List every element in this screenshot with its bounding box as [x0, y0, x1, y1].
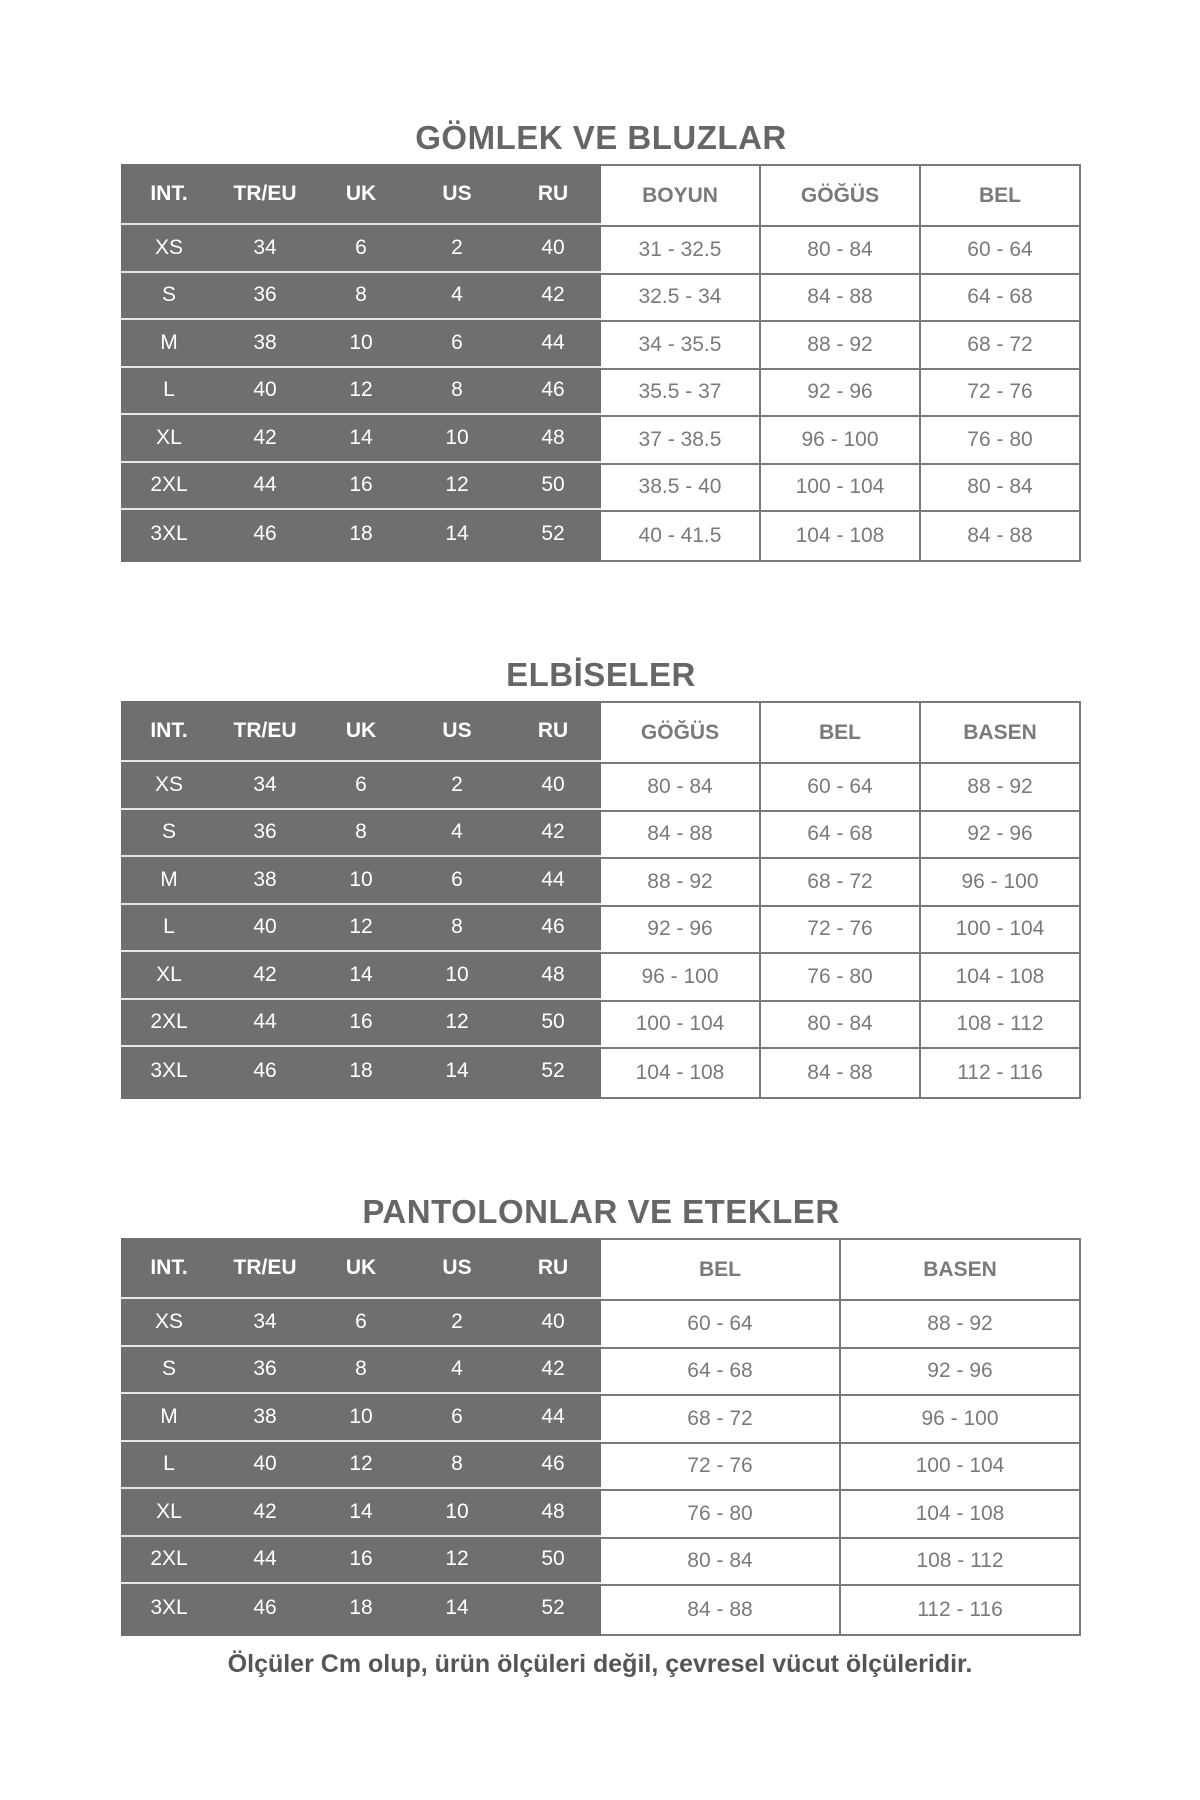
size-cell: 12 [445, 473, 469, 497]
size-cell: 2 [451, 235, 463, 259]
section-title: ELBİSELER [506, 656, 696, 693]
measurement-cell: 80 - 84 [761, 227, 921, 273]
size-cell: 36 [253, 283, 277, 307]
table-row [121, 905, 601, 953]
size-cell: 8 [355, 283, 367, 307]
table-row [601, 1586, 1079, 1634]
size-cell: 40 [541, 235, 565, 259]
measurement-cell: 32.5 - 34 [601, 275, 761, 321]
size-cell: 18 [349, 1595, 373, 1619]
size-cell: 46 [253, 1058, 277, 1082]
table-row [601, 954, 1079, 1002]
size-cell: 44 [253, 1547, 277, 1571]
measurement-cell: 76 - 80 [601, 1491, 841, 1537]
measurement-cell: 92 - 96 [761, 370, 921, 416]
table-row [601, 322, 1079, 370]
size-cell: 14 [445, 1595, 469, 1619]
header-row [121, 164, 601, 225]
header-row [121, 1238, 601, 1299]
measurement-cell: 88 - 92 [927, 1311, 993, 1335]
size-cell: 38 [253, 867, 277, 891]
size-cell: 48 [541, 425, 565, 449]
measurement-cell: 84 - 88 [967, 523, 1033, 547]
measurement-cell: 35.5 - 37 [601, 370, 761, 416]
column-header: RU [537, 718, 569, 742]
size-cell: 52 [541, 521, 565, 545]
size-cell: XL [156, 425, 182, 449]
column-header: INT. [150, 718, 188, 742]
table-row [601, 907, 1079, 955]
size-cell: 14 [445, 521, 469, 545]
table-row [601, 1396, 1079, 1444]
size-cell: 14 [349, 1499, 373, 1523]
column-header: US [442, 181, 472, 205]
trousers-skirts-section [121, 1194, 1081, 1636]
column-header: BASEN [963, 720, 1037, 744]
measurement-cell: 72 - 76 [601, 1444, 841, 1490]
column-header: GÖĞÜS [761, 166, 921, 225]
size-cell: XS [154, 772, 183, 796]
size-cell: 50 [541, 1010, 565, 1034]
table-row [601, 1002, 1079, 1050]
size-cell: S [161, 820, 176, 844]
measurement-cell: 104 - 108 [915, 1501, 1005, 1525]
table-row [121, 1000, 601, 1048]
table-row [121, 762, 601, 810]
column-header: BASEN [923, 1257, 997, 1281]
measurement-cell: 100 - 104 [955, 917, 1045, 941]
size-cell: 2 [451, 1309, 463, 1333]
size-cell: M [160, 1404, 178, 1428]
measurement-cell: 100 - 104 [915, 1454, 1005, 1478]
shirts-blouses-section [121, 120, 1081, 562]
table-row [121, 1047, 601, 1095]
size-cell: 6 [355, 772, 367, 796]
measurement-cell: 96 - 100 [961, 869, 1039, 893]
size-cell: 40 [541, 772, 565, 796]
measurement-cell: 80 - 84 [601, 1539, 841, 1585]
column-header: UK [345, 181, 377, 205]
measurement-cell: 68 - 72 [967, 332, 1033, 356]
size-cell: 10 [349, 1404, 373, 1428]
table-row [121, 1299, 601, 1347]
size-table [121, 164, 1081, 562]
column-header: BEL [761, 703, 921, 762]
table-row [601, 812, 1079, 860]
measurement-cell: 100 - 104 [761, 465, 921, 511]
size-cell: 34 [253, 235, 277, 259]
column-header: TR/EU [233, 1255, 297, 1279]
size-cell: 46 [253, 521, 277, 545]
column-header: BEL [601, 1240, 841, 1299]
table-row [601, 1491, 1079, 1539]
measurement-cell: 104 - 108 [761, 512, 921, 560]
measurement-cell: 38.5 - 40 [601, 465, 761, 511]
table-row [121, 1347, 601, 1395]
table-row [601, 512, 1079, 560]
table-row [121, 320, 601, 368]
column-header: US [442, 1255, 472, 1279]
size-cell: 18 [349, 1058, 373, 1082]
size-cell: 6 [355, 1309, 367, 1333]
size-cell: 8 [451, 1452, 463, 1476]
table-row [601, 227, 1079, 275]
size-cell: 42 [253, 1499, 277, 1523]
header-row [601, 1240, 1079, 1301]
size-cell: L [163, 1452, 175, 1476]
measurement-cell: 84 - 88 [761, 275, 921, 321]
measurement-cell: 76 - 80 [967, 427, 1033, 451]
measurement-cell: 37 - 38.5 [601, 417, 761, 463]
measurement-cell: 31 - 32.5 [601, 227, 761, 273]
body-measurement-columns [601, 1238, 1081, 1636]
size-cell: 44 [541, 1404, 565, 1428]
body-measurement-columns [601, 701, 1081, 1099]
footer-note: Ölçüler Cm olup, ürün ölçüleri değil, çevresel vücut ölçüleridir. [227, 1650, 973, 1678]
table-row [601, 764, 1079, 812]
table-row [121, 1537, 601, 1585]
table-row [121, 952, 601, 1000]
measurement-cell: 40 - 41.5 [601, 512, 761, 560]
size-cell: 16 [349, 1010, 373, 1034]
measurement-cell: 68 - 72 [761, 859, 921, 905]
size-table [121, 701, 1081, 1099]
body-measurement-columns [601, 164, 1081, 562]
size-cell: 34 [253, 1309, 277, 1333]
size-cell: 16 [349, 1547, 373, 1571]
size-cell: 36 [253, 1357, 277, 1381]
size-cell: 10 [445, 1499, 469, 1523]
size-cell: 44 [541, 330, 565, 354]
column-header: GÖĞÜS [601, 703, 761, 762]
table-row [601, 1539, 1079, 1587]
size-cell: 4 [451, 820, 463, 844]
size-cell: 8 [451, 378, 463, 402]
size-cell: 8 [451, 915, 463, 939]
measurement-cell: 100 - 104 [601, 1002, 761, 1048]
size-cell: 3XL [150, 521, 188, 545]
section-title: PANTOLONLAR VE ETEKLER [362, 1193, 840, 1230]
size-cell: 8 [355, 1357, 367, 1381]
size-cell: 10 [445, 962, 469, 986]
measurement-cell: 84 - 88 [601, 1586, 841, 1634]
measurement-cell: 104 - 108 [601, 1049, 761, 1097]
size-cell: 3XL [150, 1595, 188, 1619]
size-conversion-columns [121, 1238, 601, 1636]
measurement-cell: 64 - 68 [761, 812, 921, 858]
table-row [601, 1444, 1079, 1492]
table-row [121, 1584, 601, 1632]
table-row [601, 465, 1079, 513]
size-cell: 40 [253, 1452, 277, 1476]
size-cell: 52 [541, 1595, 565, 1619]
table-row [121, 225, 601, 273]
column-header: BOYUN [601, 166, 761, 225]
column-header: UK [345, 718, 377, 742]
size-cell: 44 [253, 1010, 277, 1034]
table-row [121, 510, 601, 558]
measurement-cell: 92 - 96 [601, 907, 761, 953]
size-cell: 12 [445, 1547, 469, 1571]
measurement-cell: 112 - 116 [957, 1060, 1043, 1084]
table-row [601, 275, 1079, 323]
measurement-cell: 68 - 72 [601, 1396, 841, 1442]
measurement-cell: 112 - 116 [917, 1597, 1003, 1621]
measurement-cell: 80 - 84 [601, 764, 761, 810]
measurement-cell: 104 - 108 [955, 964, 1045, 988]
column-header: RU [537, 181, 569, 205]
size-cell: 8 [355, 820, 367, 844]
table-row [601, 1349, 1079, 1397]
measurement-cell: 34 - 35.5 [601, 322, 761, 368]
size-cell: 6 [451, 330, 463, 354]
measurement-cell: 84 - 88 [761, 1049, 921, 1097]
measurement-cell: 88 - 92 [761, 322, 921, 368]
table-row [121, 1394, 601, 1442]
size-cell: 46 [541, 1452, 565, 1476]
size-cell: 14 [445, 1058, 469, 1082]
table-row [601, 1049, 1079, 1097]
size-cell: 36 [253, 820, 277, 844]
size-table [121, 1238, 1081, 1636]
size-cell: 2 [451, 772, 463, 796]
table-row [601, 370, 1079, 418]
size-cell: M [160, 330, 178, 354]
size-cell: 40 [541, 1309, 565, 1333]
size-cell: S [161, 1357, 176, 1381]
table-row [121, 463, 601, 511]
table-row [601, 417, 1079, 465]
measurement-cell: 108 - 112 [916, 1549, 1004, 1573]
measurement-cell: 80 - 84 [761, 1002, 921, 1048]
size-conversion-columns [121, 164, 601, 562]
table-row [121, 857, 601, 905]
measurement-cell: 72 - 76 [761, 907, 921, 953]
size-cell: 12 [349, 915, 373, 939]
header-row [601, 166, 1079, 227]
size-cell: 18 [349, 521, 373, 545]
size-cell: 2XL [150, 1547, 188, 1571]
size-cell: S [161, 283, 176, 307]
size-cell: 48 [541, 962, 565, 986]
measurement-cell: 108 - 112 [956, 1012, 1044, 1036]
size-cell: XS [154, 1309, 183, 1333]
size-cell: 10 [349, 330, 373, 354]
size-cell: 46 [253, 1595, 277, 1619]
size-cell: L [163, 915, 175, 939]
measurement-cell: 88 - 92 [967, 774, 1033, 798]
size-cell: 50 [541, 473, 565, 497]
size-cell: 40 [253, 378, 277, 402]
size-cell: 10 [349, 867, 373, 891]
size-cell: 2XL [150, 473, 188, 497]
size-cell: 48 [541, 1499, 565, 1523]
size-cell: 42 [541, 820, 565, 844]
column-header: TR/EU [233, 181, 297, 205]
size-cell: 12 [349, 378, 373, 402]
size-cell: 44 [253, 473, 277, 497]
measurement-cell: 96 - 100 [921, 1406, 999, 1430]
column-header: BEL [979, 183, 1021, 207]
size-cell: 12 [445, 1010, 469, 1034]
measurement-cell: 60 - 64 [601, 1301, 841, 1347]
size-cell: 40 [253, 915, 277, 939]
size-cell: 38 [253, 330, 277, 354]
size-cell: 14 [349, 962, 373, 986]
size-cell: 12 [349, 1452, 373, 1476]
measurement-cell: 96 - 100 [761, 417, 921, 463]
size-cell: L [163, 378, 175, 402]
dresses-section [121, 657, 1081, 1099]
column-header: TR/EU [233, 718, 297, 742]
measurement-cell: 96 - 100 [601, 954, 761, 1000]
measurement-cell: 72 - 76 [967, 380, 1033, 404]
table-row [601, 1301, 1079, 1349]
header-row [121, 701, 601, 762]
size-cell: 46 [541, 378, 565, 402]
table-row [121, 368, 601, 416]
size-cell: 42 [253, 425, 277, 449]
measurement-cell: 88 - 92 [601, 859, 761, 905]
size-cell: 14 [349, 425, 373, 449]
table-row [121, 1442, 601, 1490]
size-cell: 52 [541, 1058, 565, 1082]
table-row [601, 859, 1079, 907]
size-cell: 2XL [150, 1010, 188, 1034]
size-cell: 42 [541, 1357, 565, 1381]
measurement-cell: 92 - 96 [927, 1359, 993, 1383]
column-header: RU [537, 1255, 569, 1279]
size-cell: XL [156, 962, 182, 986]
column-header: UK [345, 1255, 377, 1279]
size-cell: 38 [253, 1404, 277, 1428]
measurement-cell: 80 - 84 [967, 475, 1033, 499]
size-cell: XS [154, 235, 183, 259]
size-cell: 42 [253, 962, 277, 986]
measurement-cell: 64 - 68 [601, 1349, 841, 1395]
size-cell: XL [156, 1499, 182, 1523]
column-header: INT. [150, 181, 188, 205]
size-cell: 16 [349, 473, 373, 497]
size-conversion-columns [121, 701, 601, 1099]
size-cell: 42 [541, 283, 565, 307]
measurement-cell: 64 - 68 [967, 285, 1033, 309]
size-cell: 6 [355, 235, 367, 259]
size-cell: 4 [451, 283, 463, 307]
size-cell: 34 [253, 772, 277, 796]
column-header: INT. [150, 1255, 188, 1279]
size-cell: 6 [451, 867, 463, 891]
size-cell: 6 [451, 1404, 463, 1428]
measurement-cell: 84 - 88 [601, 812, 761, 858]
table-row [121, 1489, 601, 1537]
size-cell: 50 [541, 1547, 565, 1571]
size-cell: 4 [451, 1357, 463, 1381]
size-cell: 3XL [150, 1058, 188, 1082]
measurement-cell: 60 - 64 [967, 237, 1033, 261]
table-row [121, 415, 601, 463]
size-cell: 46 [541, 915, 565, 939]
size-cell: 44 [541, 867, 565, 891]
section-title: GÖMLEK VE BLUZLAR [415, 119, 787, 156]
measurement-cell: 60 - 64 [761, 764, 921, 810]
table-row [121, 273, 601, 321]
size-cell: M [160, 867, 178, 891]
measurement-cell: 76 - 80 [761, 954, 921, 1000]
measurement-cell: 92 - 96 [967, 822, 1033, 846]
column-header: US [442, 718, 472, 742]
table-row [121, 810, 601, 858]
size-cell: 10 [445, 425, 469, 449]
header-row [601, 703, 1079, 764]
